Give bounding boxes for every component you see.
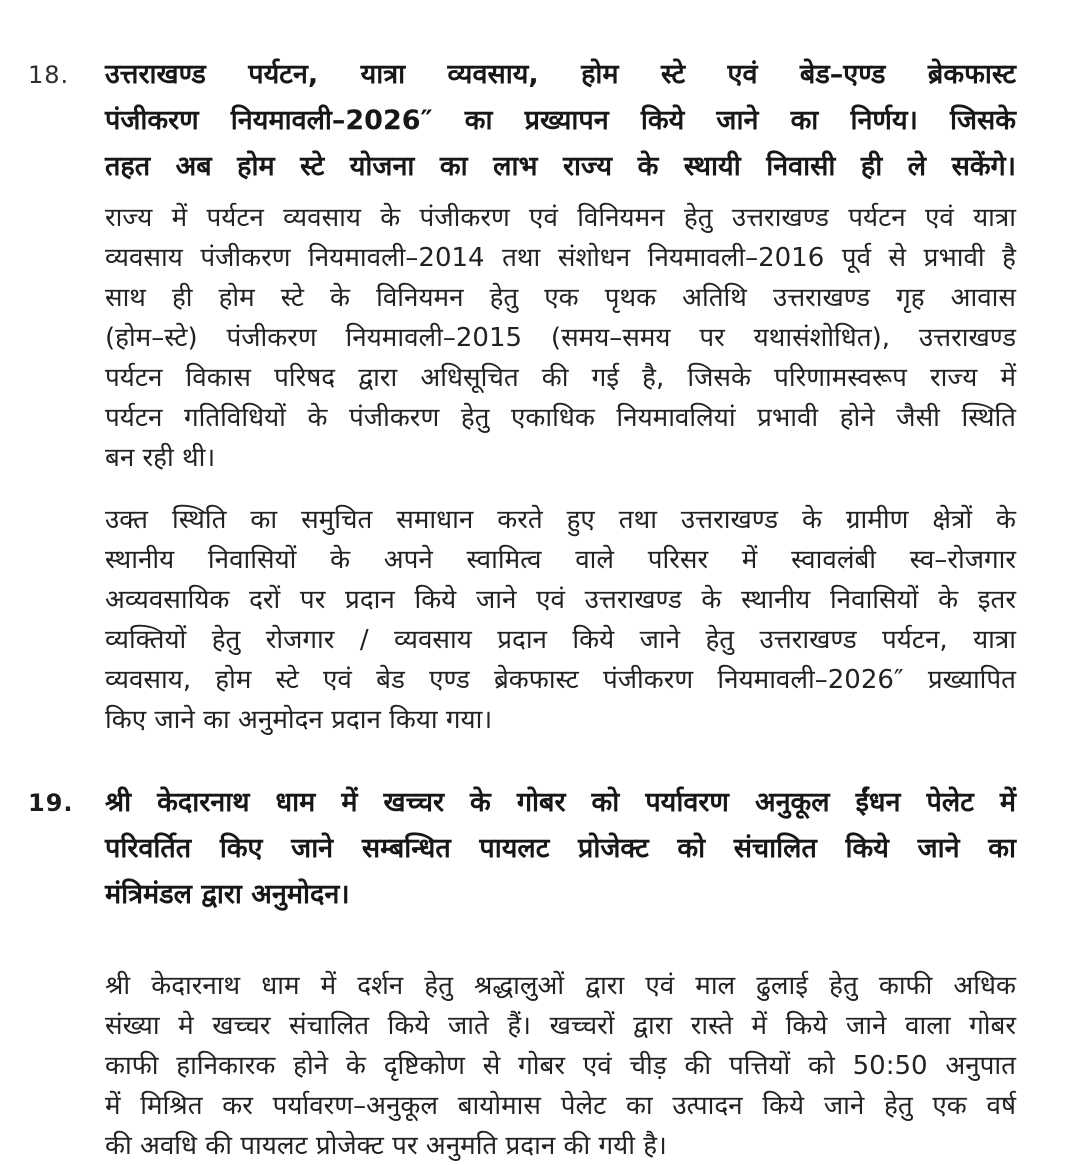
heading-line: श्री केदारनाथ धाम में खच्चर के गोबर को पर्यावरण अनुकूल ईंधन पेलेट में <box>105 787 1016 818</box>
heading-line: पंजीकरण नियमावली–2026″ का प्रख्यापन किये जाने का निर्णय। जिसके <box>105 105 1016 136</box>
item-19-paragraph-1 <box>105 966 1016 1165</box>
text-line: पर्यटन गतिविधियों के पंजीकरण हेतु एकाधिक नियमावलियां प्रभावी होने जैसी स्थिति <box>105 403 1016 433</box>
agenda-item-18 <box>0 52 1080 740</box>
item-18-paragraph-2 <box>105 500 1016 740</box>
item-19-heading <box>105 780 1016 918</box>
item-19-content <box>105 780 1080 1165</box>
text-line: व्यवसाय पंजीकरण नियमावली–2014 तथा संशोधन नियमावली–2016 पूर्व से प्रभावी है <box>105 243 1016 273</box>
item-18-paragraph-1 <box>105 198 1016 478</box>
text-line: व्यक्तियों हेतु रोजगार / व्यवसाय प्रदान किये जाने हेतु उत्तराखण्ड पर्यटन, यात्रा <box>105 625 1016 655</box>
heading-line: तहत अब होम स्टे योजना का लाभ राज्य के स्थायी निवासी ही ले सकेंगे। <box>105 151 1016 182</box>
text-line: व्यवसाय, होम स्टे एवं बेड एण्ड ब्रेकफास्ट पंजीकरण नियमावली–2026″ प्रख्यापित <box>105 665 1016 695</box>
text-line: किए जाने का अनुमोदन प्रदान किया गया। <box>105 705 493 735</box>
text-line: अव्यवसायिक दरों पर प्रदान किये जाने एवं उत्तराखण्ड के स्थानीय निवासियों के इतर <box>105 585 1016 615</box>
text-line: उक्त स्थिति का समुचित समाधान करते हुए तथा उत्तराखण्ड के ग्रामीण क्षेत्रों के <box>105 505 1016 535</box>
text-line: की अवधि की पायलट प्रोजेक्ट पर अनुमति प्रदान की गयी है। <box>105 1131 667 1161</box>
heading-line: उत्तराखण्ड पर्यटन, यात्रा व्यवसाय, होम स्टे एवं बेड–एण्ड ब्रेकफास्ट <box>105 59 1016 90</box>
agenda-item-19 <box>0 780 1080 1165</box>
text-line: स्थानीय निवासियों के अपने स्वामित्व वाले परिसर में स्वावलंबी स्व–रोजगार <box>105 545 1016 575</box>
text-line: संख्या मे खच्चर संचालित किये जाते हैं। खच्चरों द्वारा रास्ते में किये जाने वाला गोबर <box>105 1011 1016 1041</box>
text-line: काफी हानिकारक होने के दृष्टिकोण से गोबर एवं चीड़ की पत्तियों को 50:50 अनुपात <box>105 1051 1016 1081</box>
text-line: पर्यटन विकास परिषद द्वारा अधिसूचित की गई है, जिसके परिणामस्वरूप राज्य में <box>105 363 1016 393</box>
item-number-19: 19. <box>28 789 74 817</box>
text-line: श्री केदारनाथ धाम में दर्शन हेतु श्रद्धालुओं द्वारा एवं माल ढुलाई हेतु काफी अधिक <box>105 971 1016 1001</box>
item-18-heading <box>105 52 1016 190</box>
text-line: साथ ही होम स्टे के विनियमन हेतु एक पृथक अतिथि उत्तराखण्ड गृह आवास <box>105 283 1016 313</box>
item-number-18: 18. <box>28 61 70 89</box>
text-line: राज्य में पर्यटन व्यवसाय के पंजीकरण एवं विनियमन हेतु उत्तराखण्ड पर्यटन एवं यात्रा <box>105 203 1016 233</box>
text-line: बन रही थी। <box>105 443 216 473</box>
text-line: में मिश्रित कर पर्यावरण–अनुकूल बायोमास पेलेट का उत्पादन किये जाने हेतु एक वर्ष <box>105 1091 1016 1121</box>
heading-line: मंत्रिमंडल द्वारा अनुमोदन। <box>105 879 350 910</box>
item-18-content <box>105 52 1080 740</box>
text-line: (होम–स्टे) पंजीकरण नियमावली–2015 (समय–समय पर यथासंशोधित), उत्तराखण्ड <box>105 323 1016 353</box>
heading-line: परिवर्तित किए जाने सम्बन्धित पायलट प्रोजेक्ट को संचालित किये जाने का <box>105 833 1016 864</box>
